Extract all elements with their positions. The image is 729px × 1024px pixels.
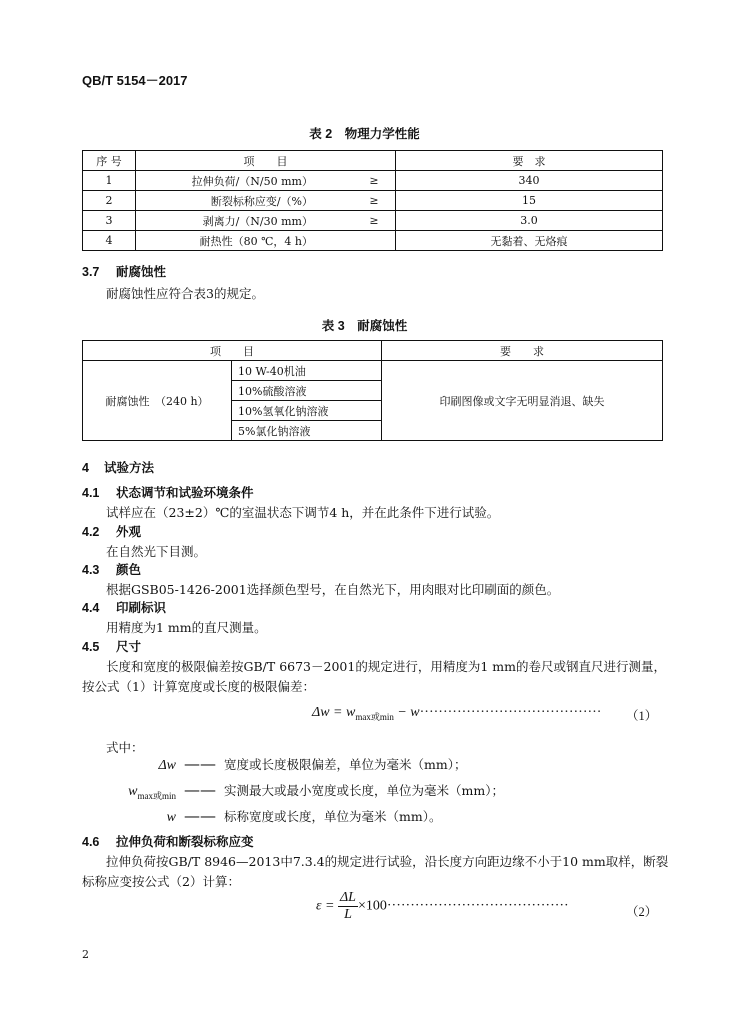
table3-requirement: 印刷图像或文字无明显消退、缺失: [382, 361, 663, 441]
table-row: 耐腐蚀性 （240 h） 10 W-40机油 印刷图像或文字无明显消退、缺失: [83, 361, 663, 381]
table2-caption: 表 2 物理力学性能: [309, 127, 420, 141]
section-4-6-text-2: 标称应变按公式（2）计算：: [82, 874, 240, 889]
section-4-2-text: 在自然光下目测。: [106, 544, 207, 559]
formula-2-number: （2）: [626, 905, 658, 919]
formula-1: $\Delta w = w_{max或min} - w\cdot\cdot\cdot\cdot\cdot\cdot\cdot\cdot\cdot\cdot\cdot\cdot\cdot\cdot\cdot\cdot\cdot\cdot\cdot\cdot\cdot\cdot\cdot\cdot\cdot\cdot\cdot\cdot\cdot\cdot\cdot\cdot\cdot\cdot\cdot\cdot\cdot\cdot\cdot$: [312, 705, 602, 722]
section-4-5-text-2: 按公式（1）计算宽度或长度的极限偏差：: [82, 679, 315, 694]
table-row: 3 剥离力/（N/30 mm） ≥ 3.0: [83, 211, 663, 231]
section-4-1-heading: 4.1 状态调节和试验环境条件: [82, 486, 254, 500]
table-row: 5%氯化钠溶液: [83, 421, 663, 441]
section-4-2-heading: 4.2 外观: [82, 525, 142, 539]
table3-label: 耐腐蚀性 （240 h）: [83, 361, 232, 441]
table-row: 2 断裂标称应变/（%） ≥ 15: [83, 191, 663, 211]
table-row: 10%硫酸溶液: [83, 381, 663, 401]
table2-header-req: 要 求: [396, 151, 663, 171]
table-row: 4 耐热性（80 ℃，4 h） 无黏着、无烙痕: [83, 231, 663, 251]
standard-number: QB/T 5154－2017: [82, 73, 188, 88]
section-4-6-heading: 4.6 拉伸负荷和断裂标称应变: [82, 835, 254, 849]
section-3-7-text: 耐腐蚀性应符合表3的规定。: [106, 286, 264, 301]
table2-header-item: 项 目: [136, 151, 396, 171]
table3-header-req: 要 求: [382, 341, 663, 361]
section-3-7-heading: 3.7 耐腐蚀性: [82, 265, 167, 279]
formula-2-fraction: $\frac{\Delta L}{L}$: [339, 890, 356, 922]
definition-list: [106, 754, 686, 832]
section-4-4-heading: 4.4 印刷标识: [82, 601, 167, 615]
table2-header-no: 序 号: [83, 151, 136, 171]
section-4-3-text: 根据GSB05-1426-2001选择颜色型号，在自然光下，用肉眼对比印刷面的颜色。: [106, 582, 560, 597]
table2: [82, 150, 663, 251]
page-number: 2: [82, 948, 89, 961]
table3-caption: 表 3 耐腐蚀性: [321, 319, 408, 333]
table-row: 1 拉伸负荷/（N/50 mm） ≥ 340: [83, 171, 663, 191]
definition-item: $w_{max或min}$ —— 实测最大或最小宽度或长度，单位为毫米（mm）；: [128, 780, 504, 801]
section-4-heading: 4 试验方法: [82, 461, 155, 475]
section-4-6-text-1: 拉伸负荷按GB/T 8946—2013中7.3.4的规定进行试验，沿长度方向距边缘不小于10 mm取样，断裂: [106, 854, 669, 869]
section-4-1-text: 试样应在（23±2）℃的室温状态下调节4 h，并在此条件下进行试验。: [106, 505, 500, 520]
formula-2: ε = $\frac{\Delta L}{L}$ ×100·······································: [316, 890, 569, 922]
table3: [82, 340, 663, 441]
formula-1-number: （1）: [626, 709, 658, 723]
definition-item: Δw —— 宽度或长度极限偏差，单位为毫米（mm）；: [158, 754, 467, 773]
section-4-5-text-1: 长度和宽度的极限偏差按GB/T 6673－2001的规定进行，用精度为1 mm的卷尺或钢直尺进行测量，: [106, 659, 666, 674]
where-label: 式中：: [106, 740, 144, 755]
table-row: 10%氢氧化钠溶液: [83, 401, 663, 421]
section-4-5-heading: 4.5 尺寸: [82, 640, 142, 654]
section-4-4-text: 用精度为1 mm的直尺测量。: [106, 620, 267, 635]
definition-item: w —— 标称宽度或长度，单位为毫米（mm）。: [166, 806, 442, 825]
section-4-3-heading: 4.3 颜色: [82, 563, 142, 577]
table3-header-item: 项 目: [83, 341, 382, 361]
